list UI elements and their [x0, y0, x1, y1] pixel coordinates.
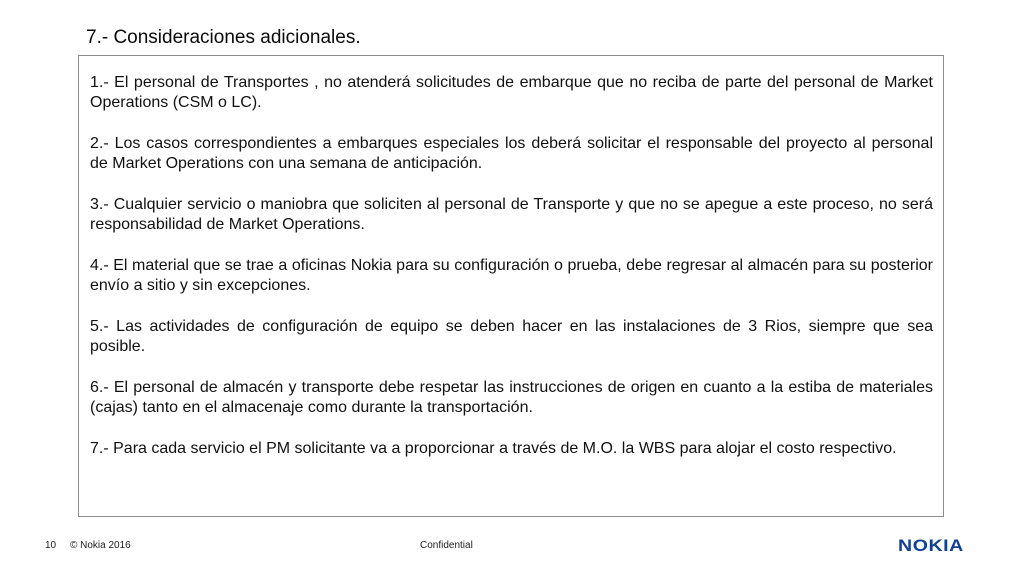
slide-title: 7.- Consideraciones adicionales.	[86, 27, 361, 48]
considerations-list	[90, 73, 933, 480]
consideration-item-6: 6.- El personal de almacén y transporte debe respetar las instrucciones de origen en cuanto a la estiba de materiales (cajas) tanto en el almacenaje como durante la transportación.	[90, 379, 933, 416]
confidential-label: Confidential	[420, 540, 473, 551]
consideration-item-5: 5.- Las actividades de configuración de equipo se deben hacer en las instalaciones de 3 Rios, siempre que sea posible.	[90, 318, 933, 355]
consideration-item-4: 4.- El material que se trae a oficinas Nokia para su configuración o prueba, debe regresar al almacén para su posterior envío a sitio y sin excepciones.	[90, 257, 933, 294]
page-number: 10	[45, 540, 57, 551]
footer	[0, 537, 1024, 557]
consideration-item-7: 7.- Para cada servicio el PM solicitante va a proporcionar a través de M.O. la WBS para alojar el costo respectivo.	[90, 440, 897, 457]
consideration-item-1: 1.- El personal de Transportes , no atenderá solicitudes de embarque que no reciba de parte del personal de Market Operations (CSM o LC).	[90, 74, 933, 111]
copyright-notice: © Nokia 2016	[70, 540, 131, 551]
consideration-item-3: 3.- Cualquier servicio o maniobra que soliciten al personal de Transporte y que no se apegue a este proceso, no será responsabilidad de Market Operations.	[90, 196, 933, 233]
nokia-logo: NOKIA	[898, 536, 964, 555]
content-box	[78, 55, 944, 517]
consideration-item-2: 2.- Los casos correspondientes a embarques especiales los deberá solicitar el responsable del proyecto al personal de Market Operations con una semana de anticipación.	[90, 135, 933, 172]
